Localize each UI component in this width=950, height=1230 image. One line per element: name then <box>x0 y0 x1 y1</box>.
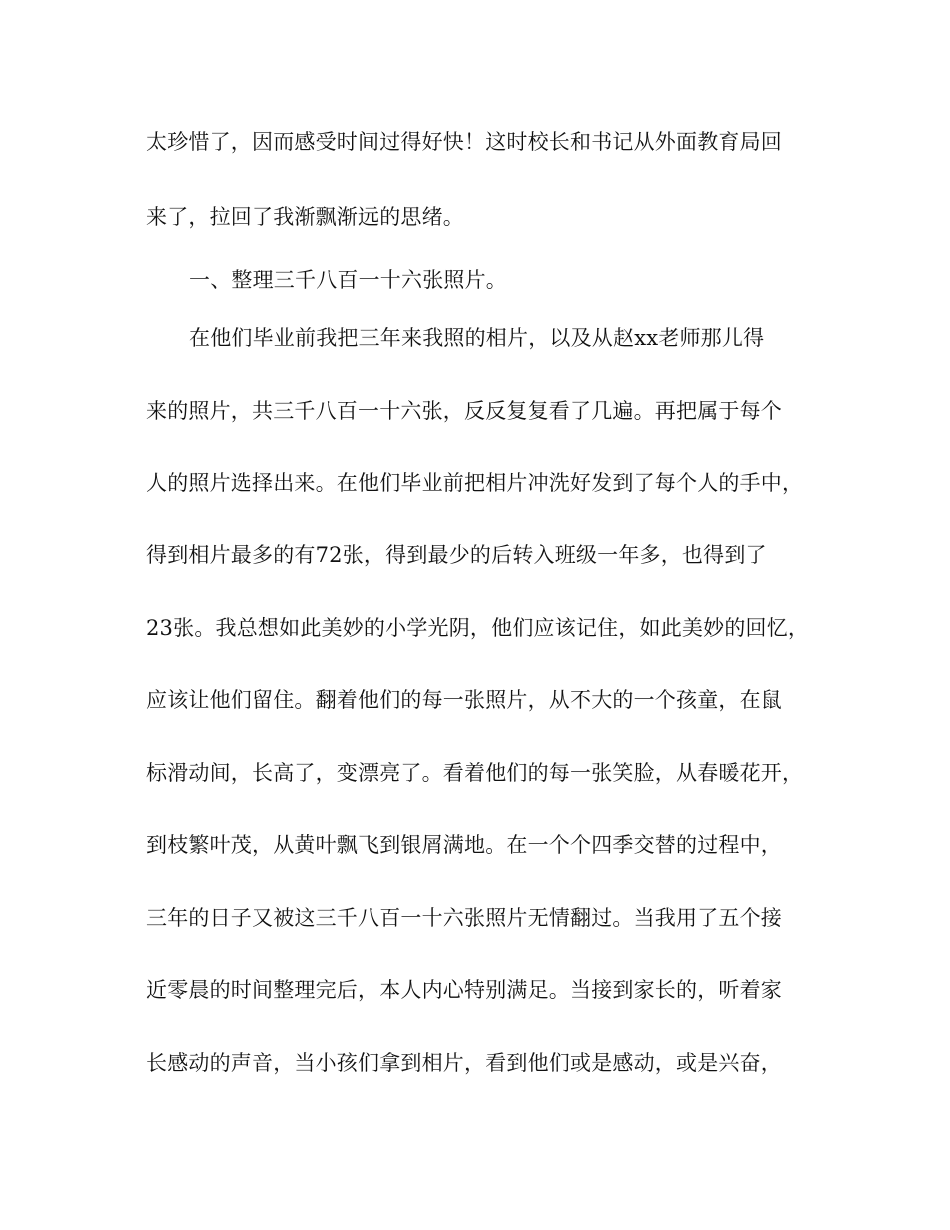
paragraph-line: 23张。我总想如此美妙的小学光阴，他们应该记住，如此美妙的回忆， <box>146 616 810 640</box>
paragraph-line: 在他们毕业前我把三年来我照的相片，以及从赵xx老师那儿得 <box>189 326 765 350</box>
paragraph-line: 应该让他们留住。翻着他们的每一张照片，从不大的一个孩童，在鼠 <box>146 688 782 712</box>
paragraph-line: 太珍惜了，因而感受时间过得好快！这时校长和书记从外面教育局回 <box>146 130 782 154</box>
paragraph-line: 人的照片选择出来。在他们毕业前把相片冲洗好发到了每个人的手中， <box>146 471 804 495</box>
paragraph-line: 三年的日子又被这三千八百一十六张照片无情翻过。当我用了五个接 <box>146 906 782 930</box>
paragraph-line: 来的照片，共三千八百一十六张，反反复复看了几遍。再把属于每个 <box>146 399 782 423</box>
paragraph-line: 到枝繁叶茂，从黄叶飘飞到银屑满地。在一个个四季交替的过程中， <box>146 833 782 857</box>
paragraph-line: 长感动的声音，当小孩们拿到相片，看到他们或是感动，或是兴奋， <box>146 1051 782 1075</box>
paragraph-line: 标滑动间，长高了，变漂亮了。看着他们的每一张笑脸，从春暖花开， <box>146 761 804 785</box>
paragraph-line: 来了，拉回了我渐飘渐远的思绪。 <box>146 205 464 229</box>
paragraph-line: 得到相片最多的有72张，得到最少的后转入班级一年多，也得到了 <box>146 543 767 567</box>
paragraph-line: 近零晨的时间整理完后，本人内心特别满足。当接到家长的，听着家 <box>146 978 782 1002</box>
section-heading: 一、整理三千八百一十六张照片。 <box>189 268 507 292</box>
